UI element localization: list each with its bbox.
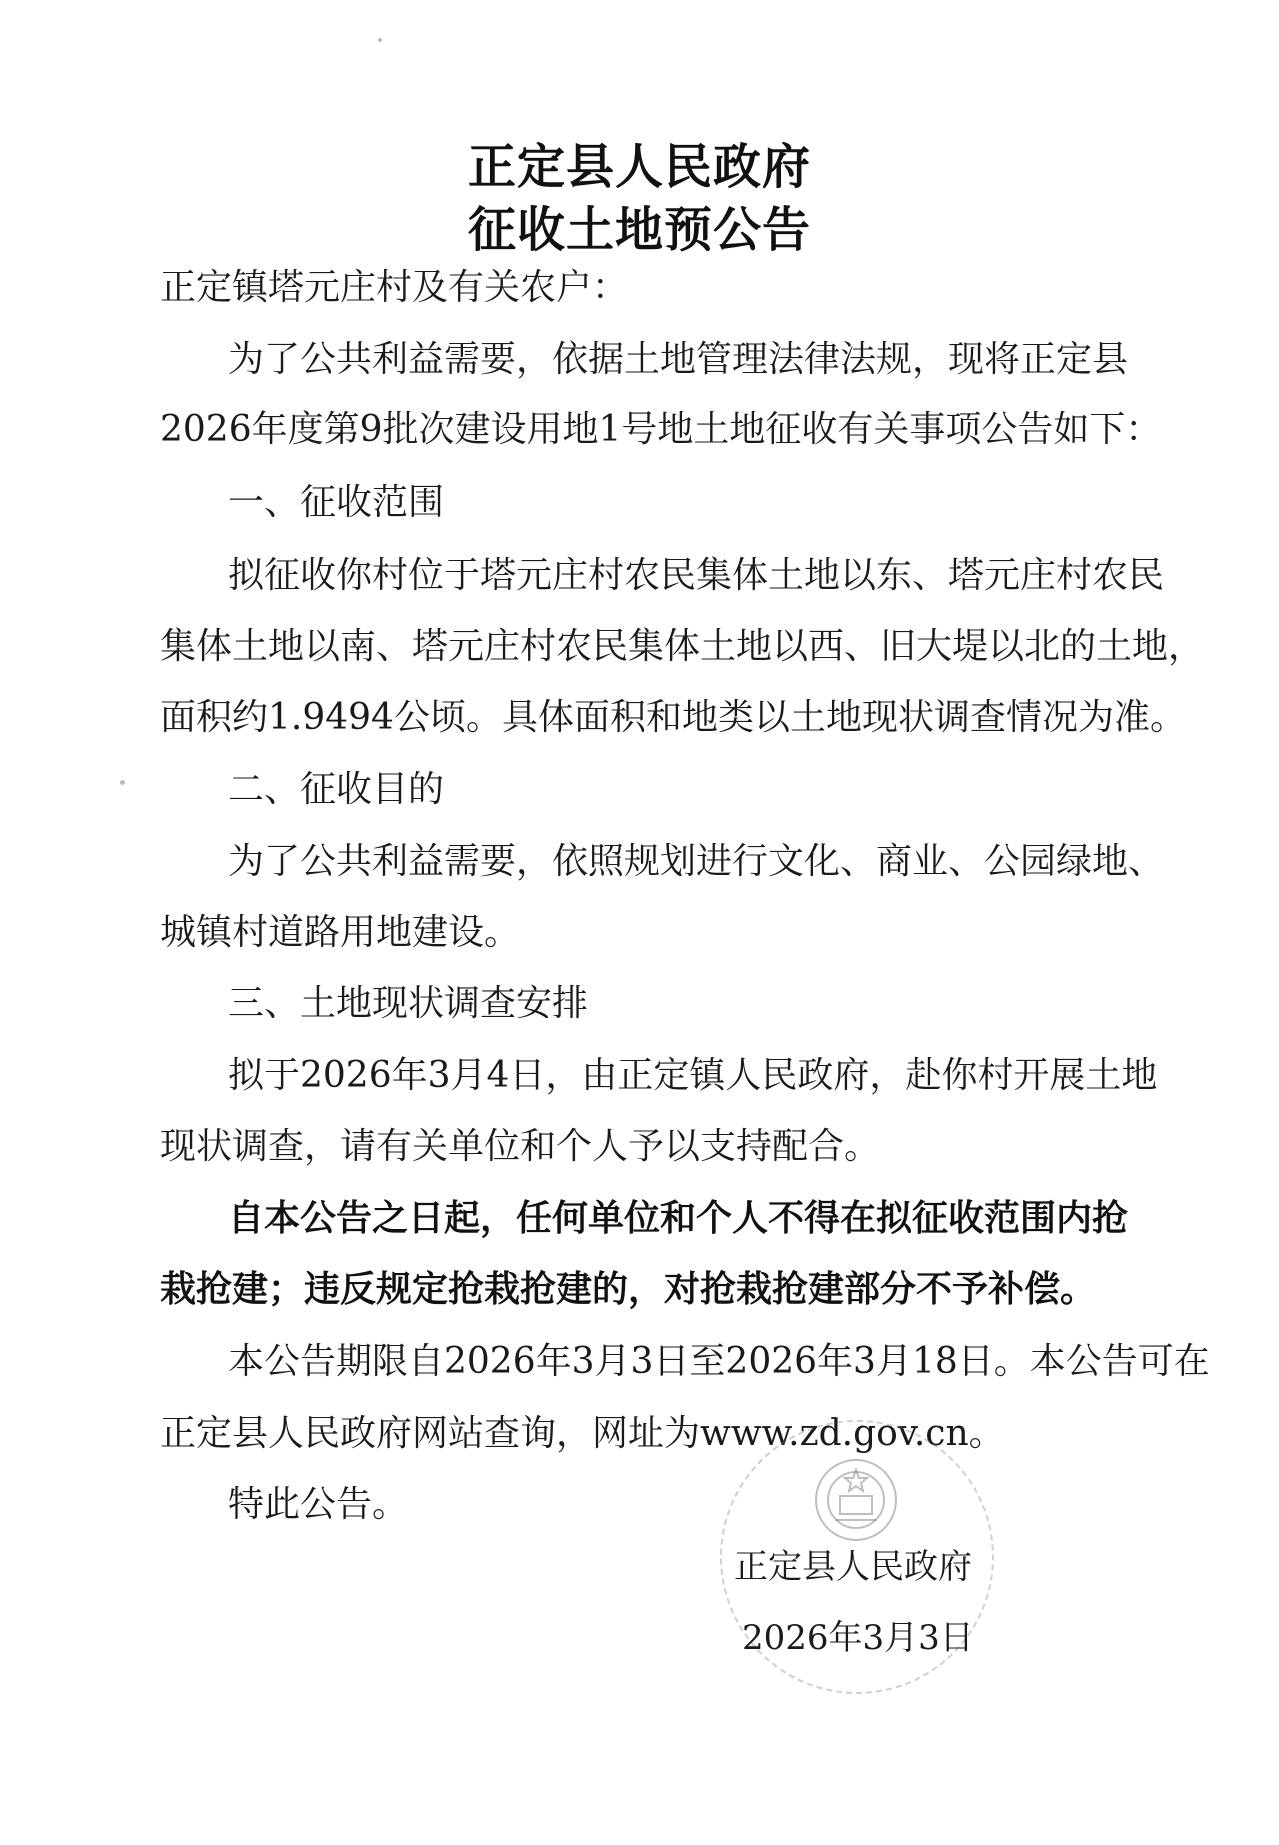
signature: 正定县人民政府: [734, 1547, 972, 1587]
warning-line-1: 自本公告之日起，任何单位和个人不得在拟征收范围内抢: [228, 1198, 1129, 1239]
section-1-line-2: 集体土地以南、塔元庄村农民集体土地以西、旧大堤以北的土地，: [160, 626, 1205, 667]
intro-line-2: 2026年度第9批次建设用地1号地土地征收有关事项公告如下：: [160, 409, 1162, 450]
period-line-1: 本公告期限自2026年3月3日至2026年3月18日。本公告可在: [228, 1341, 1210, 1382]
date: 2026年3月3日: [742, 1618, 974, 1658]
section-3-heading: 三、土地现状调查安排: [228, 983, 589, 1024]
scan-speck: [378, 38, 382, 42]
period-line-2: 正定县人民政府网站查询，网址为www.zd.gov.cn。: [160, 1413, 1005, 1454]
section-2-heading: 二、征收目的: [228, 769, 445, 810]
warning-line-2: 栽抢建；违反规定抢栽抢建的，对抢栽抢建部分不予补偿。: [160, 1269, 1097, 1310]
section-1-heading: 一、征收范围: [228, 482, 445, 523]
section-2-line-2: 城镇村道路用地建设。: [160, 912, 521, 953]
section-3-line-2: 现状调查，请有关单位和个人予以支持配合。: [160, 1126, 881, 1167]
title-line-2: 征收土地预公告: [467, 202, 811, 258]
section-1-line-1: 拟征收你村位于塔元庄村农民集体土地以东、塔元庄村农民: [228, 555, 1165, 596]
closing-text: 特此公告。: [228, 1484, 409, 1525]
intro-line-1: 为了公共利益需要，依据土地管理法律法规，现将正定县: [228, 339, 1129, 380]
section-1-line-3: 面积约1.9494公顷。具体面积和地类以土地现状调查情况为准。: [160, 697, 1186, 738]
national-emblem-icon: [806, 1450, 906, 1550]
scan-speck: [120, 780, 125, 785]
section-2-line-1: 为了公共利益需要，依照规划进行文化、商业、公园绿地、: [228, 841, 1165, 882]
section-3-line-1: 拟于2026年3月4日，由正定镇人民政府，赴你村开展土地: [228, 1055, 1158, 1096]
title-line-1: 正定县人民政府: [467, 139, 811, 195]
addressee: 正定镇塔元庄村及有关农户：: [160, 267, 629, 308]
